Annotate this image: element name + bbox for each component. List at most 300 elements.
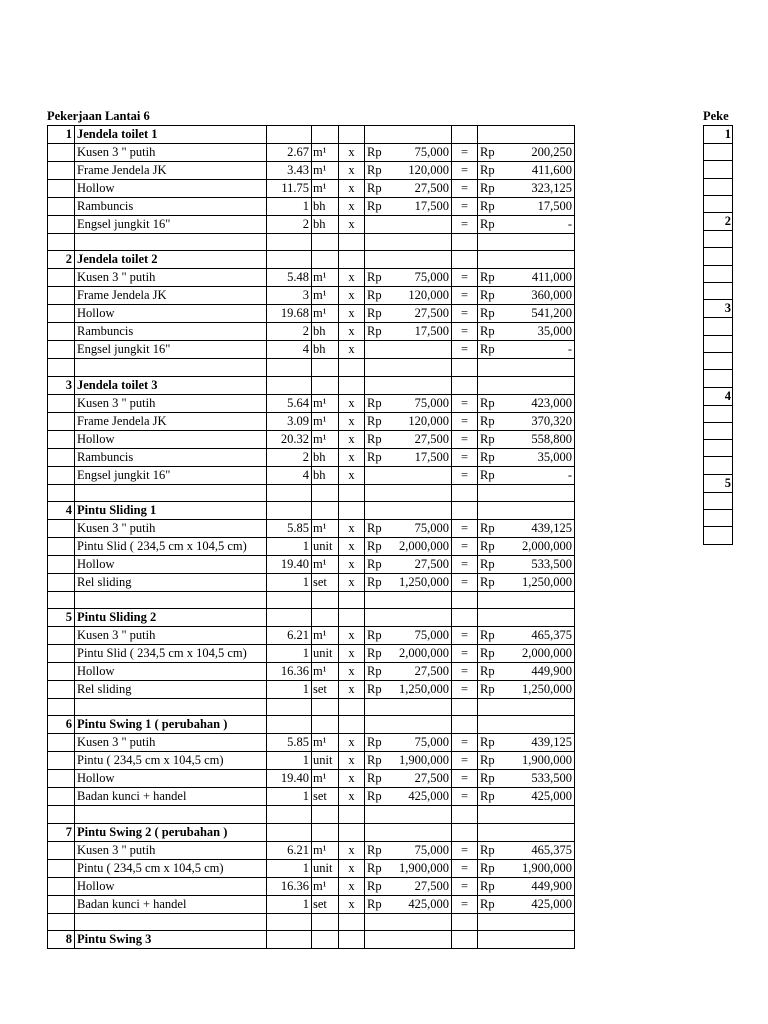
row-number-cell[interactable]	[48, 788, 75, 806]
multiply-sign-cell[interactable]: x	[339, 448, 365, 466]
volume-cell[interactable]: 5.48	[267, 269, 312, 287]
total-price-cell[interactable]: 541,200	[500, 305, 575, 323]
row-number-cell[interactable]	[48, 555, 75, 573]
total-price-cell[interactable]	[500, 806, 575, 823]
unit-cell[interactable]	[312, 716, 339, 734]
item-name-cell[interactable]	[75, 591, 267, 608]
unit-price-cell[interactable]: 120,000	[390, 162, 452, 180]
unit-cell[interactable]: bh	[312, 341, 339, 359]
total-price-cell[interactable]	[500, 484, 575, 501]
total-currency-cell[interactable]: Rp	[478, 681, 500, 699]
unit-cell[interactable]: bh	[312, 466, 339, 484]
total-currency-cell[interactable]: Rp	[478, 895, 500, 913]
unit-cell[interactable]: m¹	[312, 180, 339, 198]
side-row-number-cell[interactable]	[704, 144, 733, 161]
equals-sign-cell[interactable]: =	[452, 752, 478, 770]
item-name-cell[interactable]: Frame Jendela JK	[75, 287, 267, 305]
row-number-cell[interactable]: 6	[48, 716, 75, 734]
volume-cell[interactable]: 6.21	[267, 841, 312, 859]
volume-cell[interactable]	[267, 501, 312, 519]
unit-cell[interactable]	[312, 359, 339, 376]
item-name-cell[interactable]	[75, 359, 267, 376]
equals-sign-cell[interactable]	[452, 126, 478, 144]
equals-sign-cell[interactable]: =	[452, 681, 478, 699]
volume-cell[interactable]: 1	[267, 752, 312, 770]
row-number-cell[interactable]	[48, 216, 75, 234]
volume-cell[interactable]: 2	[267, 448, 312, 466]
row-number-cell[interactable]	[48, 913, 75, 930]
item-name-cell[interactable]: Rel sliding	[75, 573, 267, 591]
equals-sign-cell[interactable]: =	[452, 394, 478, 412]
volume-cell[interactable]: 1	[267, 537, 312, 555]
volume-cell[interactable]	[267, 359, 312, 376]
row-number-cell[interactable]	[48, 877, 75, 895]
multiply-sign-cell[interactable]	[339, 251, 365, 269]
item-name-cell[interactable]: Jendela toilet 3	[75, 376, 267, 394]
row-number-cell[interactable]	[48, 859, 75, 877]
row-number-cell[interactable]: 5	[48, 609, 75, 627]
equals-sign-cell[interactable]: =	[452, 216, 478, 234]
item-name-cell[interactable]: Kusen 3 " putih	[75, 394, 267, 412]
unit-price-cell[interactable]: 425,000	[390, 895, 452, 913]
total-price-cell[interactable]: 449,900	[500, 877, 575, 895]
unit-price-cell[interactable]	[390, 341, 452, 359]
multiply-sign-cell[interactable]	[339, 913, 365, 930]
price-currency-cell[interactable]: Rp	[365, 412, 390, 430]
equals-sign-cell[interactable]: =	[452, 770, 478, 788]
multiply-sign-cell[interactable]: x	[339, 859, 365, 877]
price-currency-cell[interactable]: Rp	[365, 645, 390, 663]
side-row-number-cell[interactable]	[704, 405, 733, 422]
total-price-cell[interactable]: 1,250,000	[500, 681, 575, 699]
price-currency-cell[interactable]: Rp	[365, 287, 390, 305]
side-row-number-cell[interactable]	[704, 283, 733, 300]
item-name-cell[interactable]: Hollow	[75, 305, 267, 323]
unit-cell[interactable]: m¹	[312, 269, 339, 287]
price-currency-cell[interactable]	[365, 913, 390, 930]
item-name-cell[interactable]: Kusen 3 " putih	[75, 627, 267, 645]
item-name-cell[interactable]: Pintu Slid ( 234,5 cm x 104,5 cm)	[75, 537, 267, 555]
unit-price-cell[interactable]: 17,500	[390, 448, 452, 466]
volume-cell[interactable]	[267, 484, 312, 501]
row-number-cell[interactable]: 7	[48, 823, 75, 841]
unit-cell[interactable]: m¹	[312, 627, 339, 645]
equals-sign-cell[interactable]: =	[452, 788, 478, 806]
multiply-sign-cell[interactable]: x	[339, 537, 365, 555]
side-row-number-cell[interactable]	[704, 231, 733, 248]
row-number-cell[interactable]	[48, 537, 75, 555]
unit-price-cell[interactable]: 1,900,000	[390, 859, 452, 877]
equals-sign-cell[interactable]: =	[452, 287, 478, 305]
total-price-cell[interactable]: 558,800	[500, 430, 575, 448]
side-row-number-cell[interactable]	[704, 510, 733, 527]
unit-price-cell[interactable]: 75,000	[390, 734, 452, 752]
equals-sign-cell[interactable]	[452, 591, 478, 608]
row-number-cell[interactable]: 2	[48, 251, 75, 269]
total-price-cell[interactable]: 439,125	[500, 519, 575, 537]
equals-sign-cell[interactable]: =	[452, 305, 478, 323]
equals-sign-cell[interactable]: =	[452, 269, 478, 287]
side-row-number-cell[interactable]	[704, 370, 733, 387]
total-price-cell[interactable]	[500, 716, 575, 734]
volume-cell[interactable]	[267, 251, 312, 269]
unit-cell[interactable]: m¹	[312, 162, 339, 180]
price-currency-cell[interactable]	[365, 591, 390, 608]
unit-price-cell[interactable]: 27,500	[390, 555, 452, 573]
item-name-cell[interactable]	[75, 806, 267, 823]
unit-cell[interactable]: m¹	[312, 394, 339, 412]
equals-sign-cell[interactable]	[452, 823, 478, 841]
multiply-sign-cell[interactable]: x	[339, 269, 365, 287]
price-currency-cell[interactable]: Rp	[365, 877, 390, 895]
item-name-cell[interactable]: Frame Jendela JK	[75, 162, 267, 180]
price-currency-cell[interactable]	[365, 806, 390, 823]
item-name-cell[interactable]: Hollow	[75, 663, 267, 681]
total-currency-cell[interactable]: Rp	[478, 645, 500, 663]
equals-sign-cell[interactable]	[452, 806, 478, 823]
unit-price-cell[interactable]	[390, 913, 452, 930]
unit-cell[interactable]: bh	[312, 216, 339, 234]
total-price-cell[interactable]: -	[500, 216, 575, 234]
total-price-cell[interactable]: 411,000	[500, 269, 575, 287]
unit-cell[interactable]: m¹	[312, 734, 339, 752]
unit-cell[interactable]	[312, 931, 339, 949]
unit-price-cell[interactable]	[390, 716, 452, 734]
multiply-sign-cell[interactable]: x	[339, 198, 365, 216]
total-currency-cell[interactable]: Rp	[478, 555, 500, 573]
price-currency-cell[interactable]: Rp	[365, 841, 390, 859]
row-number-cell[interactable]	[48, 681, 75, 699]
total-currency-cell[interactable]: Rp	[478, 287, 500, 305]
unit-price-cell[interactable]: 425,000	[390, 788, 452, 806]
unit-price-cell[interactable]	[390, 806, 452, 823]
volume-cell[interactable]	[267, 234, 312, 251]
item-name-cell[interactable]: Rambuncis	[75, 323, 267, 341]
multiply-sign-cell[interactable]	[339, 484, 365, 501]
multiply-sign-cell[interactable]: x	[339, 895, 365, 913]
multiply-sign-cell[interactable]: x	[339, 555, 365, 573]
volume-cell[interactable]: 6.21	[267, 627, 312, 645]
total-price-cell[interactable]: 35,000	[500, 448, 575, 466]
total-currency-cell[interactable]	[478, 931, 500, 949]
unit-cell[interactable]	[312, 823, 339, 841]
price-currency-cell[interactable]	[365, 716, 390, 734]
total-currency-cell[interactable]	[478, 501, 500, 519]
unit-cell[interactable]	[312, 501, 339, 519]
total-price-cell[interactable]	[500, 359, 575, 376]
row-number-cell[interactable]	[48, 162, 75, 180]
row-number-cell[interactable]	[48, 198, 75, 216]
item-name-cell[interactable]: Pintu ( 234,5 cm x 104,5 cm)	[75, 859, 267, 877]
multiply-sign-cell[interactable]: x	[339, 394, 365, 412]
equals-sign-cell[interactable]	[452, 699, 478, 716]
multiply-sign-cell[interactable]	[339, 823, 365, 841]
unit-price-cell[interactable]	[390, 234, 452, 251]
price-currency-cell[interactable]: Rp	[365, 162, 390, 180]
volume-cell[interactable]: 1	[267, 895, 312, 913]
multiply-sign-cell[interactable]: x	[339, 645, 365, 663]
total-currency-cell[interactable]: Rp	[478, 466, 500, 484]
total-currency-cell[interactable]: Rp	[478, 752, 500, 770]
volume-cell[interactable]: 20.32	[267, 430, 312, 448]
total-price-cell[interactable]: 449,900	[500, 663, 575, 681]
item-name-cell[interactable]	[75, 913, 267, 930]
side-row-number-cell[interactable]	[704, 178, 733, 195]
item-name-cell[interactable]: Hollow	[75, 430, 267, 448]
unit-cell[interactable]: m¹	[312, 305, 339, 323]
side-row-number-cell[interactable]	[704, 335, 733, 352]
price-currency-cell[interactable]: Rp	[365, 144, 390, 162]
volume-cell[interactable]: 5.64	[267, 394, 312, 412]
row-number-cell[interactable]	[48, 341, 75, 359]
total-currency-cell[interactable]: Rp	[478, 788, 500, 806]
total-price-cell[interactable]: 200,250	[500, 144, 575, 162]
total-currency-cell[interactable]	[478, 126, 500, 144]
unit-price-cell[interactable]: 75,000	[390, 144, 452, 162]
unit-cell[interactable]	[312, 234, 339, 251]
equals-sign-cell[interactable]: =	[452, 859, 478, 877]
total-currency-cell[interactable]	[478, 699, 500, 716]
price-currency-cell[interactable]: Rp	[365, 519, 390, 537]
unit-price-cell[interactable]: 75,000	[390, 269, 452, 287]
row-number-cell[interactable]	[48, 573, 75, 591]
row-number-cell[interactable]	[48, 699, 75, 716]
side-row-number-cell[interactable]: 2	[704, 213, 733, 231]
total-price-cell[interactable]	[500, 126, 575, 144]
row-number-cell[interactable]	[48, 752, 75, 770]
unit-cell[interactable]	[312, 484, 339, 501]
total-price-cell[interactable]	[500, 591, 575, 608]
unit-cell[interactable]: unit	[312, 859, 339, 877]
unit-price-cell[interactable]: 75,000	[390, 394, 452, 412]
item-name-cell[interactable]: Pintu Sliding 2	[75, 609, 267, 627]
volume-cell[interactable]	[267, 609, 312, 627]
row-number-cell[interactable]	[48, 269, 75, 287]
total-price-cell[interactable]: 2,000,000	[500, 645, 575, 663]
item-name-cell[interactable]: Rambuncis	[75, 198, 267, 216]
multiply-sign-cell[interactable]: x	[339, 877, 365, 895]
item-name-cell[interactable]: Pintu Sliding 1	[75, 501, 267, 519]
unit-price-cell[interactable]	[390, 591, 452, 608]
item-name-cell[interactable]: Frame Jendela JK	[75, 412, 267, 430]
multiply-sign-cell[interactable]: x	[339, 752, 365, 770]
multiply-sign-cell[interactable]	[339, 376, 365, 394]
multiply-sign-cell[interactable]	[339, 716, 365, 734]
item-name-cell[interactable]: Pintu ( 234,5 cm x 104,5 cm)	[75, 752, 267, 770]
row-number-cell[interactable]: 8	[48, 931, 75, 949]
item-name-cell[interactable]	[75, 234, 267, 251]
equals-sign-cell[interactable]: =	[452, 448, 478, 466]
unit-cell[interactable]: m¹	[312, 555, 339, 573]
volume-cell[interactable]	[267, 913, 312, 930]
item-name-cell[interactable]: Hollow	[75, 770, 267, 788]
total-price-cell[interactable]	[500, 251, 575, 269]
unit-price-cell[interactable]: 27,500	[390, 305, 452, 323]
price-currency-cell[interactable]: Rp	[365, 305, 390, 323]
total-currency-cell[interactable]: Rp	[478, 394, 500, 412]
price-currency-cell[interactable]	[365, 466, 390, 484]
volume-cell[interactable]	[267, 699, 312, 716]
side-row-number-cell[interactable]	[704, 248, 733, 265]
row-number-cell[interactable]	[48, 484, 75, 501]
volume-cell[interactable]: 1	[267, 788, 312, 806]
unit-price-cell[interactable]: 27,500	[390, 877, 452, 895]
row-number-cell[interactable]	[48, 770, 75, 788]
item-name-cell[interactable]: Engsel jungkit 16"	[75, 341, 267, 359]
total-currency-cell[interactable]	[478, 609, 500, 627]
volume-cell[interactable]: 1	[267, 681, 312, 699]
total-currency-cell[interactable]	[478, 484, 500, 501]
side-row-number-cell[interactable]: 3	[704, 300, 733, 318]
multiply-sign-cell[interactable]	[339, 501, 365, 519]
total-currency-cell[interactable]: Rp	[478, 627, 500, 645]
unit-cell[interactable]	[312, 806, 339, 823]
equals-sign-cell[interactable]	[452, 234, 478, 251]
total-price-cell[interactable]: 425,000	[500, 788, 575, 806]
total-currency-cell[interactable]: Rp	[478, 519, 500, 537]
volume-cell[interactable]	[267, 376, 312, 394]
item-name-cell[interactable]: Badan kunci + handel	[75, 895, 267, 913]
row-number-cell[interactable]	[48, 466, 75, 484]
item-name-cell[interactable]: Kusen 3 " putih	[75, 144, 267, 162]
total-price-cell[interactable]: 1,900,000	[500, 752, 575, 770]
row-number-cell[interactable]	[48, 180, 75, 198]
unit-cell[interactable]: set	[312, 681, 339, 699]
multiply-sign-cell[interactable]: x	[339, 412, 365, 430]
total-price-cell[interactable]	[500, 913, 575, 930]
total-currency-cell[interactable]	[478, 376, 500, 394]
unit-cell[interactable]: m¹	[312, 412, 339, 430]
volume-cell[interactable]: 4	[267, 466, 312, 484]
item-name-cell[interactable]: Badan kunci + handel	[75, 788, 267, 806]
unit-cell[interactable]: unit	[312, 752, 339, 770]
unit-price-cell[interactable]	[390, 216, 452, 234]
unit-price-cell[interactable]: 75,000	[390, 841, 452, 859]
total-price-cell[interactable]: 17,500	[500, 198, 575, 216]
total-price-cell[interactable]: 423,000	[500, 394, 575, 412]
row-number-cell[interactable]	[48, 144, 75, 162]
unit-price-cell[interactable]: 120,000	[390, 287, 452, 305]
price-currency-cell[interactable]: Rp	[365, 859, 390, 877]
volume-cell[interactable]: 1	[267, 645, 312, 663]
row-number-cell[interactable]	[48, 359, 75, 376]
total-price-cell[interactable]: -	[500, 341, 575, 359]
row-number-cell[interactable]	[48, 430, 75, 448]
equals-sign-cell[interactable]: =	[452, 537, 478, 555]
total-price-cell[interactable]: 323,125	[500, 180, 575, 198]
unit-cell[interactable]: m¹	[312, 519, 339, 537]
total-currency-cell[interactable]	[478, 591, 500, 608]
item-name-cell[interactable]: Rambuncis	[75, 448, 267, 466]
item-name-cell[interactable]: Hollow	[75, 180, 267, 198]
total-price-cell[interactable]	[500, 376, 575, 394]
total-currency-cell[interactable]: Rp	[478, 305, 500, 323]
unit-price-cell[interactable]	[390, 931, 452, 949]
unit-cell[interactable]	[312, 699, 339, 716]
equals-sign-cell[interactable]	[452, 484, 478, 501]
price-currency-cell[interactable]	[365, 376, 390, 394]
price-currency-cell[interactable]: Rp	[365, 627, 390, 645]
equals-sign-cell[interactable]: =	[452, 180, 478, 198]
total-currency-cell[interactable]: Rp	[478, 216, 500, 234]
volume-cell[interactable]: 3.43	[267, 162, 312, 180]
price-currency-cell[interactable]	[365, 699, 390, 716]
equals-sign-cell[interactable]	[452, 359, 478, 376]
item-name-cell[interactable]: Rel sliding	[75, 681, 267, 699]
multiply-sign-cell[interactable]	[339, 609, 365, 627]
volume-cell[interactable]: 5.85	[267, 734, 312, 752]
total-price-cell[interactable]: -	[500, 466, 575, 484]
row-number-cell[interactable]	[48, 394, 75, 412]
item-name-cell[interactable]	[75, 699, 267, 716]
equals-sign-cell[interactable]: =	[452, 198, 478, 216]
total-currency-cell[interactable]: Rp	[478, 430, 500, 448]
multiply-sign-cell[interactable]: x	[339, 770, 365, 788]
side-row-number-cell[interactable]	[704, 161, 733, 178]
price-currency-cell[interactable]: Rp	[365, 180, 390, 198]
row-number-cell[interactable]	[48, 627, 75, 645]
total-currency-cell[interactable]	[478, 823, 500, 841]
total-price-cell[interactable]	[500, 823, 575, 841]
unit-cell[interactable]: bh	[312, 198, 339, 216]
multiply-sign-cell[interactable]: x	[339, 305, 365, 323]
multiply-sign-cell[interactable]: x	[339, 180, 365, 198]
equals-sign-cell[interactable]: =	[452, 412, 478, 430]
price-currency-cell[interactable]	[365, 251, 390, 269]
side-row-number-cell[interactable]	[704, 457, 733, 474]
unit-price-cell[interactable]: 1,250,000	[390, 573, 452, 591]
multiply-sign-cell[interactable]: x	[339, 341, 365, 359]
multiply-sign-cell[interactable]: x	[339, 162, 365, 180]
total-currency-cell[interactable]: Rp	[478, 770, 500, 788]
unit-cell[interactable]	[312, 913, 339, 930]
side-row-number-cell[interactable]	[704, 352, 733, 369]
side-row-number-cell[interactable]	[704, 440, 733, 457]
price-currency-cell[interactable]: Rp	[365, 895, 390, 913]
row-number-cell[interactable]	[48, 806, 75, 823]
total-currency-cell[interactable]: Rp	[478, 412, 500, 430]
total-price-cell[interactable]	[500, 609, 575, 627]
multiply-sign-cell[interactable]: x	[339, 573, 365, 591]
total-price-cell[interactable]	[500, 501, 575, 519]
item-name-cell[interactable]: Pintu Swing 3	[75, 931, 267, 949]
unit-price-cell[interactable]	[390, 823, 452, 841]
equals-sign-cell[interactable]: =	[452, 555, 478, 573]
volume-cell[interactable]: 4	[267, 341, 312, 359]
unit-price-cell[interactable]: 75,000	[390, 519, 452, 537]
price-currency-cell[interactable]: Rp	[365, 663, 390, 681]
price-currency-cell[interactable]	[365, 484, 390, 501]
price-currency-cell[interactable]: Rp	[365, 448, 390, 466]
unit-cell[interactable]: bh	[312, 323, 339, 341]
item-name-cell[interactable]: Jendela toilet 2	[75, 251, 267, 269]
multiply-sign-cell[interactable]	[339, 699, 365, 716]
equals-sign-cell[interactable]	[452, 501, 478, 519]
unit-price-cell[interactable]: 27,500	[390, 770, 452, 788]
equals-sign-cell[interactable]: =	[452, 144, 478, 162]
equals-sign-cell[interactable]: =	[452, 877, 478, 895]
unit-price-cell[interactable]: 27,500	[390, 180, 452, 198]
equals-sign-cell[interactable]	[452, 609, 478, 627]
price-currency-cell[interactable]	[365, 501, 390, 519]
unit-price-cell[interactable]	[390, 251, 452, 269]
equals-sign-cell[interactable]: =	[452, 663, 478, 681]
unit-price-cell[interactable]	[390, 466, 452, 484]
multiply-sign-cell[interactable]: x	[339, 323, 365, 341]
multiply-sign-cell[interactable]: x	[339, 466, 365, 484]
volume-cell[interactable]: 1	[267, 573, 312, 591]
volume-cell[interactable]: 16.36	[267, 663, 312, 681]
